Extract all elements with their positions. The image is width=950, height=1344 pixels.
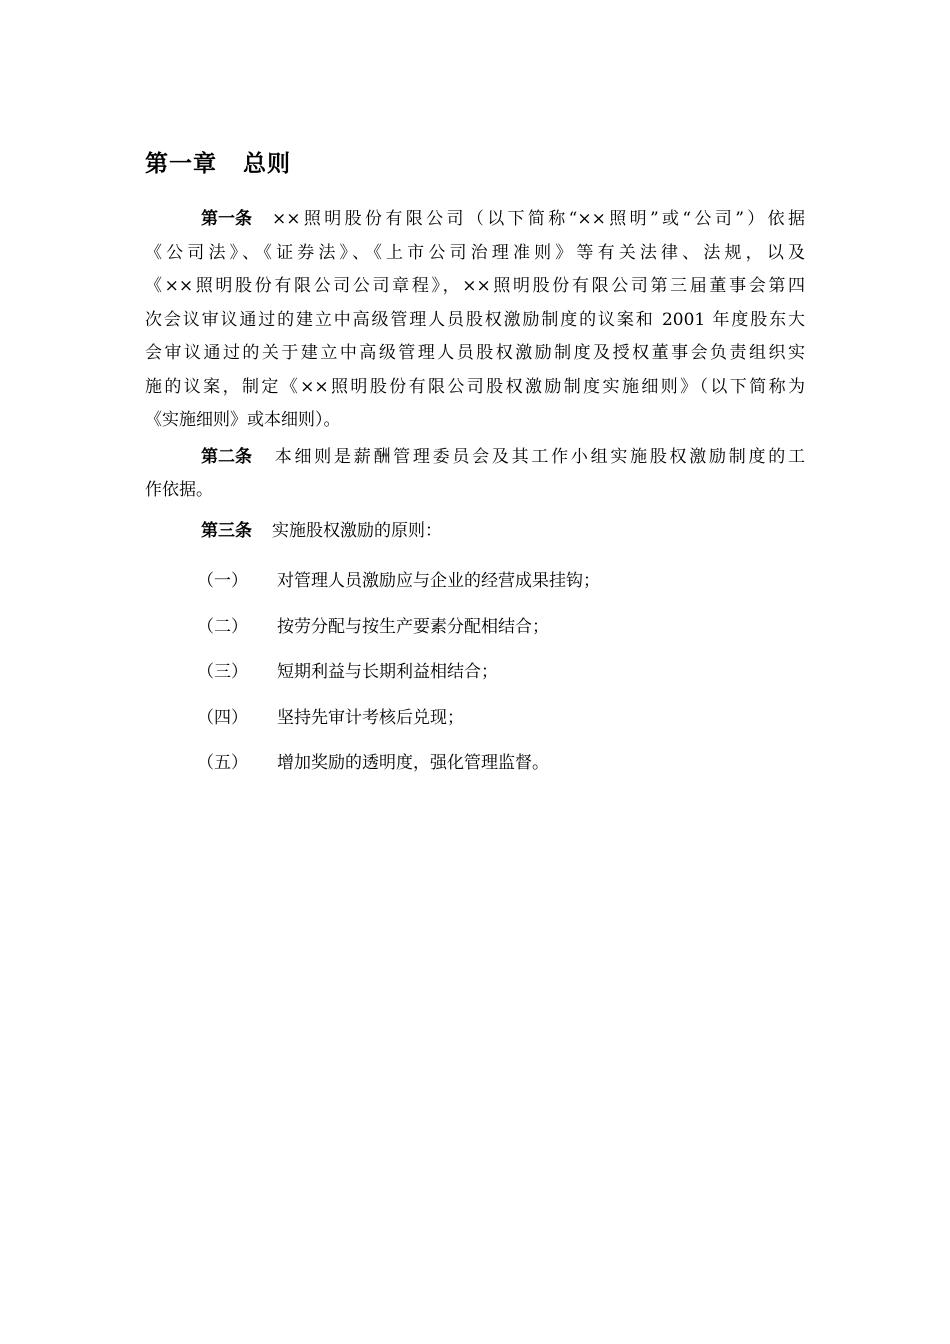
list-item-number: （一）: [197, 571, 248, 591]
list-item-text: 坚持先审计考核后兑现；: [277, 707, 464, 728]
article-3: [145, 515, 805, 549]
chapter-title: 总则: [243, 150, 291, 177]
article-1-text: ××照明股份有限公司（以下简称“××照明”或“公司”）依据: [272, 209, 805, 229]
list-item-text: 增加奖励的透明度，强化管理监督。: [277, 753, 549, 773]
article-1-line-5: 会审议通过的关于建立中高级管理人员股权激励制度及授权董事会负责组织实: [145, 343, 805, 363]
list-item: [145, 696, 805, 742]
list-item-text: 对管理人员激励应与企业的经营成果挂钩；: [277, 571, 600, 591]
article-2-text: 本细则是薪酬管理委员会及其工作小组实施股权激励制度的工: [272, 446, 805, 467]
article-1-line-3: 《××照明股份有限公司公司章程》，××照明股份有限公司第三届董事会第四: [145, 276, 805, 296]
list-item-text: 按劳分配与按生产要素分配相结合；: [277, 616, 549, 637]
article-1: [145, 203, 805, 438]
list-item-number: （二）: [197, 616, 248, 637]
list-item-text: 短期利益与长期利益相结合；: [277, 662, 498, 682]
article-3-line-1: [145, 515, 805, 549]
list-item-number: （五）: [197, 753, 248, 773]
article-1-line-1: [145, 203, 805, 237]
list-item-number: （三）: [197, 662, 248, 682]
article-1-heading: 第一条: [201, 209, 252, 229]
article-2-line-2: 作依据。: [145, 480, 213, 500]
article-2: [145, 441, 805, 508]
article-1-line-4: 次会议审议通过的建立中高级管理人员股权激励制度的议案和 2001 年度股东大: [145, 309, 805, 330]
article-2-heading: 第二条: [201, 446, 252, 467]
article-1-line-7: 《实施细则》或本细则）。: [145, 410, 341, 430]
article-1-line-6: 施的议案，制定《××照明股份有限公司股权激励制度实施细则》（以下简称为: [145, 376, 805, 397]
article-2-line-1: [145, 441, 805, 475]
article-3-text: 实施股权激励的原则：: [272, 520, 442, 541]
article-3-heading: 第三条: [201, 520, 252, 541]
list-item: [145, 650, 805, 696]
list-item-number: （四）: [197, 707, 248, 728]
article-1-line-2: 《公司法》、《证券法》、《上市公司治理准则》等有关法律、法规，以及: [145, 242, 805, 263]
list-item: [145, 605, 805, 651]
principles-list: [145, 559, 805, 787]
chapter-heading: [145, 145, 291, 178]
chapter-number: 第一章: [145, 150, 217, 177]
document-body: [145, 203, 805, 787]
list-item: [145, 741, 805, 787]
list-item: [145, 559, 805, 605]
